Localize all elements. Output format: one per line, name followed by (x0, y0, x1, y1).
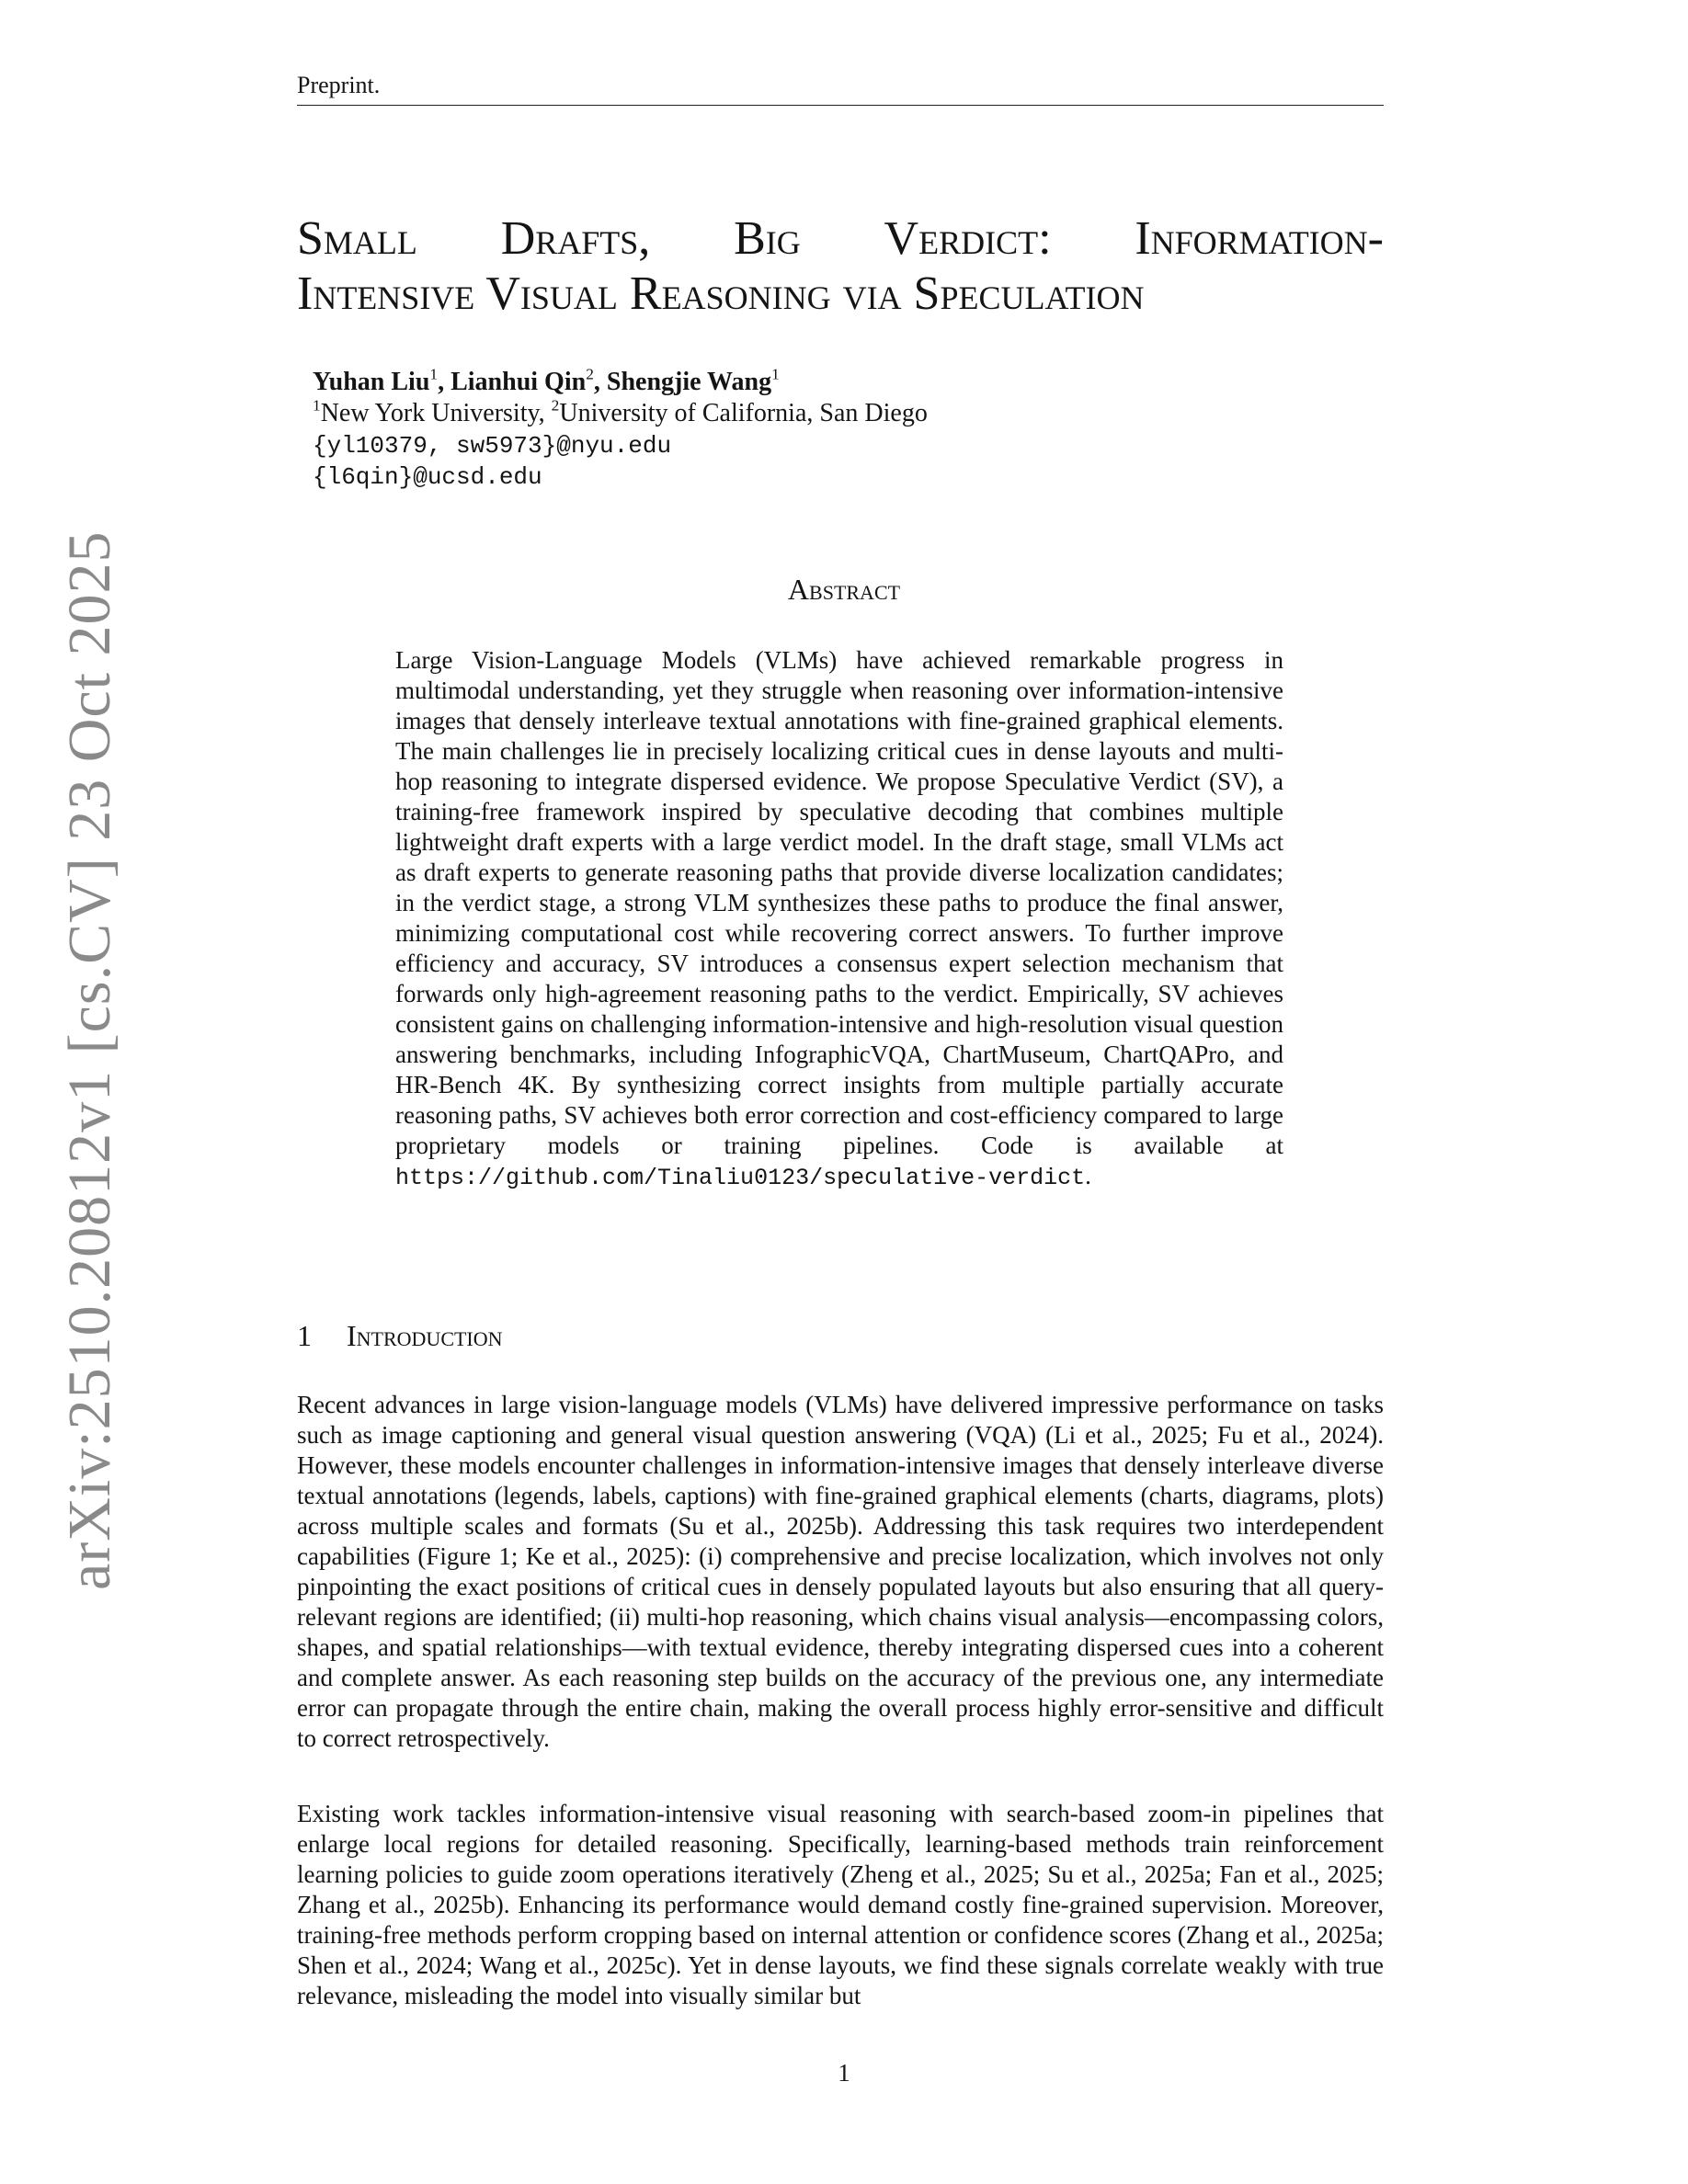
author-name: Lianhui Qin (451, 368, 587, 396)
section-number: 1 (297, 1319, 312, 1352)
author-email: {l6qin}@ucsd.edu (313, 463, 542, 491)
author-email: {yl10379, sw5973}@nyu.edu (313, 432, 672, 460)
author-affiliation-mark: 1 (771, 365, 780, 383)
abstract-text: Large Vision-Language Models (VLMs) have achieved remarkable progress in multimodal understanding, yet they struggle when reasoning over information-intensive images that densely interleave textual annotations with fine-grained graphical elements. The main challenges lie in precisely localizing critical cues in dense layouts and multi-hop reasoning to integrate dispersed evidence. We propose Speculative Verdict (SV), a training-free framework inspired by speculative decoding that combines multiple lightweight draft experts with a large verdict model. In the draft stage, small VLMs act as draft experts to generate reasoning paths that provide diverse localization candidates; in the verdict stage, a strong VLM synthesizes these paths to produce the final answer, minimizing computational cost while recovering correct answers. To further improve efficiency and accuracy, SV introduces a consensus expert selection mechanism that forwards only high-agreement reasoning paths to the verdict. Empirically, SV achieves consistent gains on challenging information-intensive and high-resolution visual question answering benchmarks, including InfographicVQA, ChartMuseum, ChartQAPro, and HR-Bench 4K. By synthesizing correct insights from multiple partially accurate reasoning paths, SV achieves both error correction and cost-efficiency compared to large proprietary models or training pipelines. Code is available at (395, 646, 1283, 1159)
page-number: 1 (838, 2059, 850, 2087)
title-word: Information- (1135, 212, 1384, 265)
author-name: Yuhan Liu (313, 368, 430, 396)
title-word: Drafts, (500, 212, 651, 265)
author-affiliation-mark: 1 (429, 365, 439, 383)
title-word: Big (734, 212, 801, 265)
author-name: Shengjie Wang (606, 368, 772, 396)
title-line-1 (297, 211, 1384, 267)
affiliation-list (313, 396, 928, 428)
affiliation-name: New York University, (320, 399, 552, 427)
author-separator: , (593, 368, 607, 396)
affiliation-mark: 1 (313, 396, 321, 415)
code-url-link[interactable]: https://github.com/Tinaliu0123/speculative-verdict (395, 1165, 1086, 1191)
body-paragraph: Recent advances in large vision-language models (VLMs) have delivered impressive performance on tasks such as image captioning and general visual question answering (VQA) (Li et al., 2025; Fu et al., 2024). However, these models encounter challenges in information-intensive images that densely interleave diverse textual annotations (legends, labels, captions) with fine-grained graphical elements (charts, diagrams, plots) across multiple scales and formats (Su et al., 2025b). Addressing this task requires two interdependent capabilities (Figure 1; Ke et al., 2025): (i) comprehensive and precise localization, which involves not only pinpointing the exact positions of critical cues in densely populated layouts but also ensuring that all query-relevant regions are identified; (ii) multi-hop reasoning, which chains visual analysis—encompassing colors, shapes, and spatial relationships—with textual evidence, thereby integrating dispersed cues into a coherent and complete answer. As each reasoning step builds on the accuracy of the previous one, any intermediate error can propagate through the entire chain, making the overall process highly error-sensitive and difficult to correct retrospectively. (297, 1391, 1384, 1752)
title-word: Verdict: (884, 212, 1052, 265)
running-header: Preprint. (297, 72, 381, 98)
affiliation-mark: 2 (551, 396, 560, 415)
title-word: Small (297, 212, 417, 265)
abstract-end: . (1085, 1162, 1091, 1189)
paper-title (297, 211, 1384, 322)
title-line-2: Intensive Visual Reasoning via Speculation (297, 267, 1145, 320)
author-separator: , (438, 368, 451, 396)
section-title: Introduction (347, 1319, 503, 1352)
author-list (313, 365, 780, 397)
abstract-heading: Abstract (787, 573, 901, 606)
author-affiliation-mark: 2 (586, 365, 594, 383)
arxiv-identifier: arXiv:2510.20812v1 [cs.CV] 23 Oct 2025 (56, 530, 123, 1590)
affiliation-name: University of California, San Diego (559, 399, 928, 427)
header-rule (297, 105, 1384, 106)
body-paragraph: Existing work tackles information-intensive visual reasoning with search-based zoom-in pipelines that enlarge local regions for detailed reasoning. Specifically, learning-based methods train reinforcement learning policies to guide zoom operations iteratively (Zheng et al., 2025; Su et al., 2025a; Fan et al., 2025; Zhang et al., 2025b). Enhancing its performance would demand costly fine-grained supervision. Moreover, training-free methods perform cropping based on internal attention or confidence scores (Zhang et al., 2025a; Shen et al., 2024; Wang et al., 2025c). Yet in dense layouts, we find these signals correlate weakly with true relevance, misleading the model into visually similar but (297, 1800, 1384, 2009)
section-heading (297, 1319, 503, 1353)
abstract-body (395, 645, 1283, 1193)
